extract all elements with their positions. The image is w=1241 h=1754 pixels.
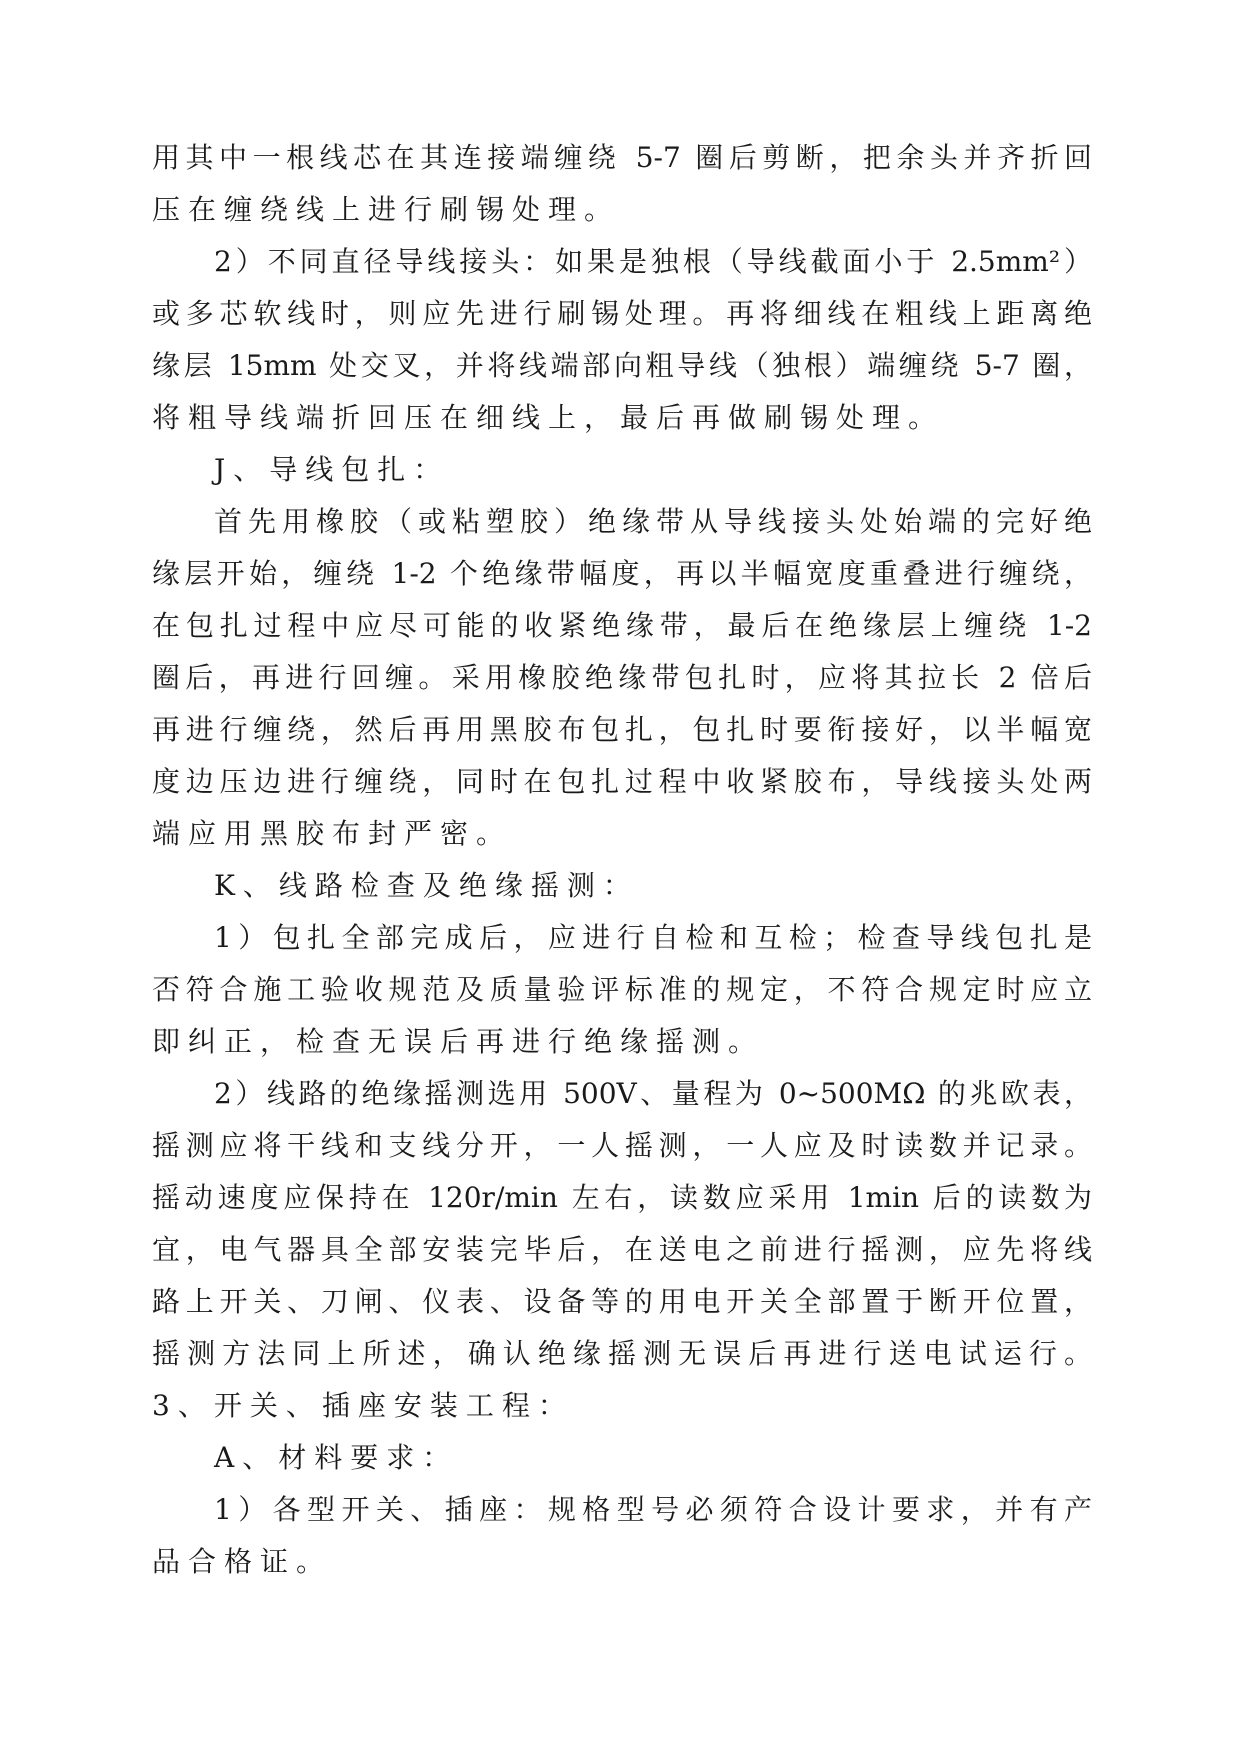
- text-line: 压在缠绕线上进行刷锡处理。: [152, 193, 621, 226]
- text-line: 路上开关、刀闸、仪表、设备等的用电开关全部置于断开位置，: [152, 1285, 1092, 1318]
- text-line: 缘层开始，缠绕 1-2 个绝缘带幅度，再以半幅宽度重叠进行缠绕，: [152, 557, 1092, 590]
- section-heading: J、导线包扎：: [214, 453, 450, 486]
- text-line: 摇测应将干线和支线分开，一人摇测，一人应及时读数并记录。: [152, 1129, 1092, 1162]
- subsection-heading: A、材料要求：: [214, 1441, 459, 1474]
- text-line: 首先用橡胶（或粘塑胶）绝缘带从导线接头处始端的完好绝: [214, 505, 1092, 538]
- text-line: 2）不同直径导线接头：如果是独根（导线截面小于 2.5mm²）: [214, 245, 1092, 278]
- text-line: 宜，电气器具全部安装完毕后，在送电之前进行摇测，应先将线: [152, 1233, 1092, 1266]
- text-line: 2）线路的绝缘摇测选用 500V、量程为 0~500MΩ 的兆欧表，: [214, 1077, 1092, 1110]
- text-line: 1）各型开关、插座：规格型号必须符合设计要求，并有产: [214, 1493, 1092, 1526]
- text-line: 用其中一根线芯在其连接端缠绕 5-7 圈后剪断，把余头并齐折回: [152, 141, 1092, 174]
- text-line: 在包扎过程中应尽可能的收紧绝缘带，最后在绝缘层上缠绕 1-2: [152, 609, 1092, 642]
- text-line: 即纠正，检查无误后再进行绝缘摇测。: [152, 1025, 765, 1058]
- text-line: 1）包扎全部完成后，应进行自检和互检；检查导线包扎是: [214, 921, 1092, 954]
- text-line: 将粗导线端折回压在细线上，最后再做刷锡处理。: [152, 401, 945, 434]
- text-line: 圈后，再进行回缠。采用橡胶绝缘带包扎时，应将其拉长 2 倍后: [152, 661, 1092, 694]
- text-line: 缘层 15mm 处交叉，并将线端部向粗导线（独根）端缠绕 5-7 圈，: [152, 349, 1092, 382]
- text-line: 否符合施工验收规范及质量验评标准的规定，不符合规定时应立: [152, 973, 1092, 1006]
- text-line: 摇动速度应保持在 120r/min 左右，读数应采用 1min 后的读数为: [152, 1181, 1092, 1214]
- text-line: 或多芯软线时，则应先进行刷锡处理。再将细线在粗线上距离绝: [152, 297, 1092, 330]
- text-line: 端应用黑胶布封严密。: [152, 817, 513, 850]
- text-line: 再进行缠绕，然后再用黑胶布包扎，包扎时要衔接好，以半幅宽: [152, 713, 1092, 746]
- text-line: 度边压边进行缠绕，同时在包扎过程中收紧胶布，导线接头处两: [152, 765, 1092, 798]
- text-line: 摇测方法同上所述，确认绝缘摇测无误后再进行送电试运行。: [152, 1337, 1092, 1370]
- section-heading: K、线路检查及绝缘摇测：: [214, 869, 639, 902]
- text-line: 品合格证。: [152, 1545, 333, 1578]
- section-heading: 3、开关、插座安装工程：: [152, 1389, 574, 1422]
